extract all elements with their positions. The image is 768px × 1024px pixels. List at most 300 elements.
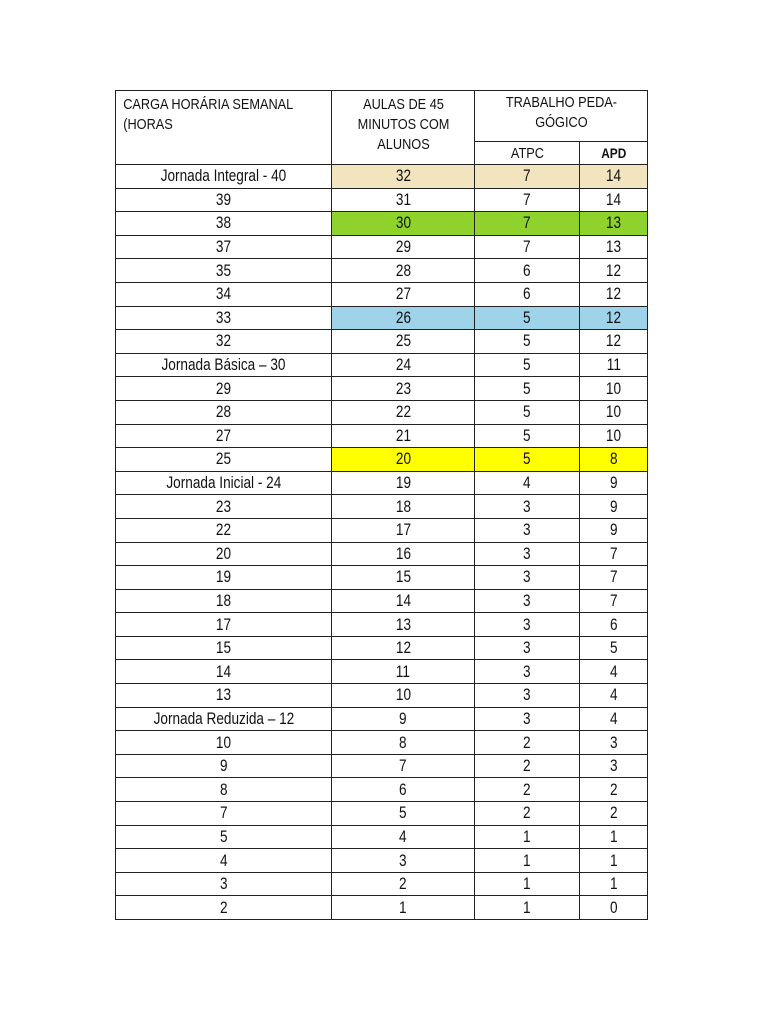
apd-value: 10 — [605, 425, 622, 445]
apd-value: 10 — [605, 378, 622, 398]
atpc-value: 5 — [523, 449, 531, 469]
atpc-cell — [475, 353, 580, 377]
apd-cell — [580, 589, 648, 613]
atpc-value: 7 — [523, 166, 531, 186]
atpc-cell — [475, 872, 580, 896]
carga-cell — [116, 872, 332, 896]
table-row — [116, 424, 648, 448]
apd-value: 1 — [609, 826, 618, 846]
atpc-cell — [475, 330, 580, 354]
header-row — [116, 91, 648, 142]
atpc-cell — [475, 566, 580, 590]
atpc-header-label: ATPC — [510, 144, 544, 162]
apd-cell — [580, 259, 648, 283]
table-row — [116, 802, 648, 826]
aulas-header-line3: ALUNOS — [376, 136, 430, 153]
atpc-value: 1 — [523, 850, 531, 870]
aulas-value: 9 — [399, 708, 407, 728]
carga-cell — [116, 377, 332, 401]
carga-value: 39 — [215, 189, 232, 209]
apd-value: 8 — [609, 449, 618, 469]
apd-cell — [580, 707, 648, 731]
aulas-value: 31 — [395, 189, 411, 209]
atpc-cell — [475, 802, 580, 826]
aulas-value: 28 — [395, 260, 411, 280]
carga-cell — [116, 259, 332, 283]
carga-value: Jornada Reduzida – 12 — [153, 708, 294, 728]
carga-cell — [116, 188, 332, 212]
apd-value: 10 — [605, 402, 622, 422]
aulas-value: 2 — [399, 874, 407, 894]
aulas-cell — [332, 212, 475, 236]
aulas-value: 22 — [395, 402, 411, 422]
table-row — [116, 495, 648, 519]
aulas-cell — [332, 188, 475, 212]
aulas-cell — [332, 400, 475, 424]
table-row — [116, 896, 648, 920]
carga-value: 5 — [219, 826, 228, 846]
aulas-value: 3 — [399, 850, 407, 870]
aulas-value: 15 — [395, 567, 411, 587]
apd-value: 13 — [605, 237, 622, 257]
atpc-value: 5 — [523, 402, 531, 422]
carga-cell — [116, 235, 332, 259]
apd-cell — [580, 353, 648, 377]
atpc-value: 2 — [523, 732, 531, 752]
trabalho-header-line2: GÓGICO — [534, 114, 588, 131]
atpc-value: 2 — [523, 779, 531, 799]
carga-cell — [116, 825, 332, 849]
atpc-value: 1 — [523, 897, 531, 917]
aulas-cell — [332, 377, 475, 401]
aulas-cell — [332, 165, 475, 189]
aulas-header — [342, 91, 464, 165]
aulas-cell — [332, 802, 475, 826]
aulas-value: 27 — [395, 284, 411, 304]
table-row — [116, 212, 648, 236]
atpc-cell — [475, 636, 580, 660]
apd-cell — [580, 448, 648, 472]
table-row — [116, 165, 648, 189]
carga-value: 7 — [219, 803, 228, 823]
table-row — [116, 282, 648, 306]
carga-cell — [116, 778, 332, 802]
table-row — [116, 518, 648, 542]
apd-cell — [580, 212, 648, 236]
atpc-value: 1 — [523, 826, 531, 846]
atpc-value: 3 — [523, 543, 531, 563]
atpc-cell — [475, 542, 580, 566]
aulas-value: 20 — [395, 449, 411, 469]
carga-cell — [116, 448, 332, 472]
table-row — [116, 684, 648, 708]
workload-table — [115, 90, 648, 920]
atpc-value: 1 — [523, 874, 531, 894]
carga-cell — [116, 306, 332, 330]
atpc-value: 6 — [523, 284, 531, 304]
aulas-value: 21 — [395, 425, 411, 445]
table-body — [116, 165, 648, 920]
atpc-value: 3 — [523, 614, 531, 634]
aulas-value: 18 — [395, 496, 411, 516]
apd-cell — [580, 282, 648, 306]
table-row — [116, 330, 648, 354]
table-row — [116, 872, 648, 896]
atpc-cell — [475, 660, 580, 684]
carga-value: Jornada Integral - 40 — [160, 166, 287, 186]
carga-cell — [116, 400, 332, 424]
apd-cell — [580, 330, 648, 354]
atpc-cell — [475, 212, 580, 236]
table-row — [116, 471, 648, 495]
apd-value: 3 — [609, 732, 618, 752]
carga-value: 33 — [215, 307, 232, 327]
aulas-value: 5 — [399, 803, 407, 823]
aulas-cell — [332, 896, 475, 920]
aulas-cell — [332, 282, 475, 306]
carga-cell — [116, 424, 332, 448]
carga-value: 29 — [215, 378, 232, 398]
table-row — [116, 778, 648, 802]
apd-value: 4 — [609, 661, 618, 681]
trabalho-header-line1: TRABALHO PEDA- — [505, 94, 617, 111]
aulas-cell — [332, 636, 475, 660]
apd-value: 1 — [609, 850, 618, 870]
aulas-cell — [332, 330, 475, 354]
aulas-header-line2: MINUTOS COM — [357, 116, 449, 133]
atpc-header — [475, 142, 580, 165]
carga-header-label: CARGA HORÁRIA SEMANAL — [122, 96, 293, 113]
table-row — [116, 731, 648, 755]
carga-value: 17 — [215, 614, 232, 634]
carga-header-unit: (HORAS — [122, 116, 173, 133]
apd-cell — [580, 377, 648, 401]
atpc-value: 3 — [523, 590, 531, 610]
aulas-cell — [332, 872, 475, 896]
table-row — [116, 235, 648, 259]
apd-cell — [580, 636, 648, 660]
apd-value: 4 — [609, 685, 618, 705]
apd-cell — [580, 306, 648, 330]
aulas-value: 26 — [395, 307, 411, 327]
atpc-cell — [475, 778, 580, 802]
carga-header — [116, 91, 300, 165]
apd-value: 12 — [605, 284, 622, 304]
carga-cell — [116, 566, 332, 590]
apd-value: 2 — [609, 803, 618, 823]
apd-cell — [580, 566, 648, 590]
atpc-cell — [475, 589, 580, 613]
atpc-value: 3 — [523, 567, 531, 587]
table-row — [116, 448, 648, 472]
aulas-value: 6 — [399, 779, 407, 799]
carga-value: 8 — [219, 779, 228, 799]
atpc-cell — [475, 282, 580, 306]
apd-cell — [580, 424, 648, 448]
apd-value: 11 — [606, 355, 621, 375]
aulas-cell — [332, 518, 475, 542]
carga-value: 22 — [215, 520, 232, 540]
atpc-value: 5 — [523, 331, 531, 351]
aulas-value: 29 — [395, 237, 411, 257]
aulas-value: 13 — [395, 614, 411, 634]
apd-value: 12 — [605, 331, 622, 351]
apd-value: 5 — [609, 638, 618, 658]
apd-cell — [580, 684, 648, 708]
aulas-value: 7 — [399, 756, 407, 776]
apd-cell — [580, 802, 648, 826]
aulas-cell — [332, 235, 475, 259]
atpc-value: 2 — [523, 756, 531, 776]
carga-cell — [116, 802, 332, 826]
carga-cell — [116, 471, 332, 495]
carga-cell — [116, 660, 332, 684]
carga-value: 4 — [219, 850, 228, 870]
aulas-value: 25 — [395, 331, 411, 351]
aulas-value: 17 — [395, 520, 411, 540]
carga-value: 14 — [215, 661, 232, 681]
aulas-header-line1: AULAS DE 45 — [362, 96, 444, 113]
aulas-value: 10 — [395, 685, 411, 705]
aulas-cell — [332, 825, 475, 849]
aulas-value: 32 — [395, 166, 411, 186]
carga-value: 32 — [215, 331, 232, 351]
apd-value: 12 — [605, 260, 622, 280]
carga-cell — [116, 636, 332, 660]
aulas-cell — [332, 306, 475, 330]
apd-value: 4 — [609, 708, 618, 728]
apd-cell — [580, 849, 648, 873]
atpc-value: 5 — [523, 425, 531, 445]
carga-value: 20 — [215, 543, 232, 563]
apd-cell — [580, 400, 648, 424]
atpc-cell — [475, 448, 580, 472]
carga-value: 38 — [215, 213, 232, 233]
atpc-value: 3 — [523, 520, 531, 540]
carga-value: 10 — [215, 732, 232, 752]
atpc-cell — [475, 471, 580, 495]
table-row — [116, 400, 648, 424]
carga-cell — [116, 849, 332, 873]
atpc-cell — [475, 377, 580, 401]
apd-header-label: APD — [600, 145, 627, 161]
atpc-value: 3 — [523, 496, 531, 516]
atpc-cell — [475, 896, 580, 920]
aulas-cell — [332, 448, 475, 472]
aulas-cell — [332, 471, 475, 495]
apd-cell — [580, 188, 648, 212]
apd-cell — [580, 613, 648, 637]
apd-value: 3 — [609, 756, 618, 776]
carga-cell — [116, 707, 332, 731]
carga-cell — [116, 165, 332, 189]
carga-cell — [116, 542, 332, 566]
carga-value: 19 — [215, 567, 232, 587]
aulas-cell — [332, 849, 475, 873]
apd-value: 7 — [609, 567, 618, 587]
apd-cell — [580, 731, 648, 755]
apd-value: 6 — [609, 614, 618, 634]
atpc-cell — [475, 165, 580, 189]
table-row — [116, 636, 648, 660]
apd-value: 14 — [605, 189, 622, 209]
atpc-cell — [475, 259, 580, 283]
carga-value: 15 — [215, 638, 232, 658]
apd-value: 9 — [609, 496, 618, 516]
carga-value: 2 — [219, 897, 228, 917]
aulas-value: 24 — [395, 355, 411, 375]
carga-value: 37 — [215, 237, 232, 257]
apd-value: 1 — [609, 874, 618, 894]
atpc-value: 3 — [523, 708, 531, 728]
carga-cell — [116, 495, 332, 519]
table-row — [116, 188, 648, 212]
aulas-cell — [332, 613, 475, 637]
table-row — [116, 754, 648, 778]
aulas-value: 14 — [395, 590, 411, 610]
aulas-cell — [332, 660, 475, 684]
apd-cell — [580, 872, 648, 896]
apd-cell — [580, 518, 648, 542]
carga-cell — [116, 896, 332, 920]
carga-value: 9 — [219, 756, 228, 776]
carga-value: Jornada Inicial - 24 — [166, 473, 281, 493]
atpc-value: 7 — [523, 237, 531, 257]
atpc-value: 4 — [523, 473, 531, 493]
table-row — [116, 377, 648, 401]
apd-value: 7 — [609, 543, 618, 563]
carga-cell — [116, 282, 332, 306]
aulas-value: 11 — [395, 661, 411, 681]
aulas-cell — [332, 589, 475, 613]
aulas-cell — [332, 495, 475, 519]
aulas-value: 1 — [399, 897, 407, 917]
carga-cell — [116, 613, 332, 637]
table-row — [116, 306, 648, 330]
carga-cell — [116, 754, 332, 778]
aulas-value: 8 — [399, 732, 407, 752]
atpc-cell — [475, 424, 580, 448]
atpc-cell — [475, 707, 580, 731]
table-row — [116, 566, 648, 590]
apd-cell — [580, 754, 648, 778]
apd-header — [580, 142, 648, 165]
carga-cell — [116, 212, 332, 236]
aulas-value: 4 — [399, 826, 407, 846]
table-row — [116, 707, 648, 731]
aulas-value: 12 — [395, 638, 411, 658]
apd-cell — [580, 825, 648, 849]
apd-cell — [580, 778, 648, 802]
apd-cell — [580, 660, 648, 684]
table-row — [116, 542, 648, 566]
aulas-value: 19 — [395, 473, 411, 493]
apd-cell — [580, 165, 648, 189]
atpc-cell — [475, 188, 580, 212]
atpc-value: 5 — [523, 355, 531, 375]
carga-value: 3 — [219, 874, 228, 894]
atpc-cell — [475, 849, 580, 873]
apd-cell — [580, 896, 648, 920]
carga-cell — [116, 518, 332, 542]
atpc-value: 3 — [523, 685, 531, 705]
apd-cell — [580, 495, 648, 519]
apd-cell — [580, 235, 648, 259]
aulas-cell — [332, 259, 475, 283]
aulas-value: 23 — [395, 378, 411, 398]
atpc-cell — [475, 306, 580, 330]
apd-cell — [580, 542, 648, 566]
apd-value: 0 — [609, 897, 618, 917]
carga-value: 28 — [215, 402, 232, 422]
table-row — [116, 660, 648, 684]
carga-value: 13 — [215, 685, 232, 705]
apd-cell — [580, 471, 648, 495]
carga-cell — [116, 684, 332, 708]
aulas-cell — [332, 707, 475, 731]
aulas-cell — [332, 353, 475, 377]
atpc-cell — [475, 825, 580, 849]
carga-value: 35 — [215, 260, 232, 280]
aulas-cell — [332, 731, 475, 755]
carga-value: 23 — [215, 496, 232, 516]
apd-value: 12 — [605, 307, 622, 327]
carga-cell — [116, 589, 332, 613]
table-row — [116, 353, 648, 377]
aulas-cell — [332, 778, 475, 802]
atpc-cell — [475, 754, 580, 778]
apd-value: 2 — [609, 779, 618, 799]
apd-value: 7 — [609, 590, 618, 610]
atpc-cell — [475, 235, 580, 259]
atpc-value: 5 — [523, 307, 531, 327]
atpc-cell — [475, 495, 580, 519]
aulas-cell — [332, 754, 475, 778]
atpc-cell — [475, 731, 580, 755]
table-row — [116, 825, 648, 849]
table-row — [116, 589, 648, 613]
atpc-cell — [475, 400, 580, 424]
carga-value: 25 — [215, 449, 232, 469]
atpc-value: 2 — [523, 803, 531, 823]
carga-value: 34 — [215, 284, 232, 304]
aulas-value: 30 — [395, 213, 411, 233]
atpc-value: 6 — [523, 260, 531, 280]
apd-value: 14 — [605, 166, 622, 186]
carga-cell — [116, 731, 332, 755]
atpc-value: 3 — [523, 661, 531, 681]
aulas-cell — [332, 566, 475, 590]
atpc-cell — [475, 518, 580, 542]
apd-value: 9 — [609, 473, 618, 493]
atpc-cell — [475, 613, 580, 637]
aulas-cell — [332, 542, 475, 566]
carga-cell — [116, 353, 332, 377]
atpc-value: 7 — [523, 213, 531, 233]
carga-value: 18 — [215, 590, 232, 610]
atpc-value: 3 — [523, 638, 531, 658]
trabalho-header — [475, 91, 648, 142]
carga-value: Jornada Básica – 30 — [161, 355, 286, 375]
aulas-value: 16 — [395, 543, 411, 563]
atpc-value: 5 — [523, 378, 531, 398]
table-row — [116, 259, 648, 283]
atpc-cell — [475, 684, 580, 708]
aulas-cell — [332, 424, 475, 448]
carga-cell — [116, 330, 332, 354]
apd-value: 9 — [609, 520, 618, 540]
table-row — [116, 613, 648, 637]
